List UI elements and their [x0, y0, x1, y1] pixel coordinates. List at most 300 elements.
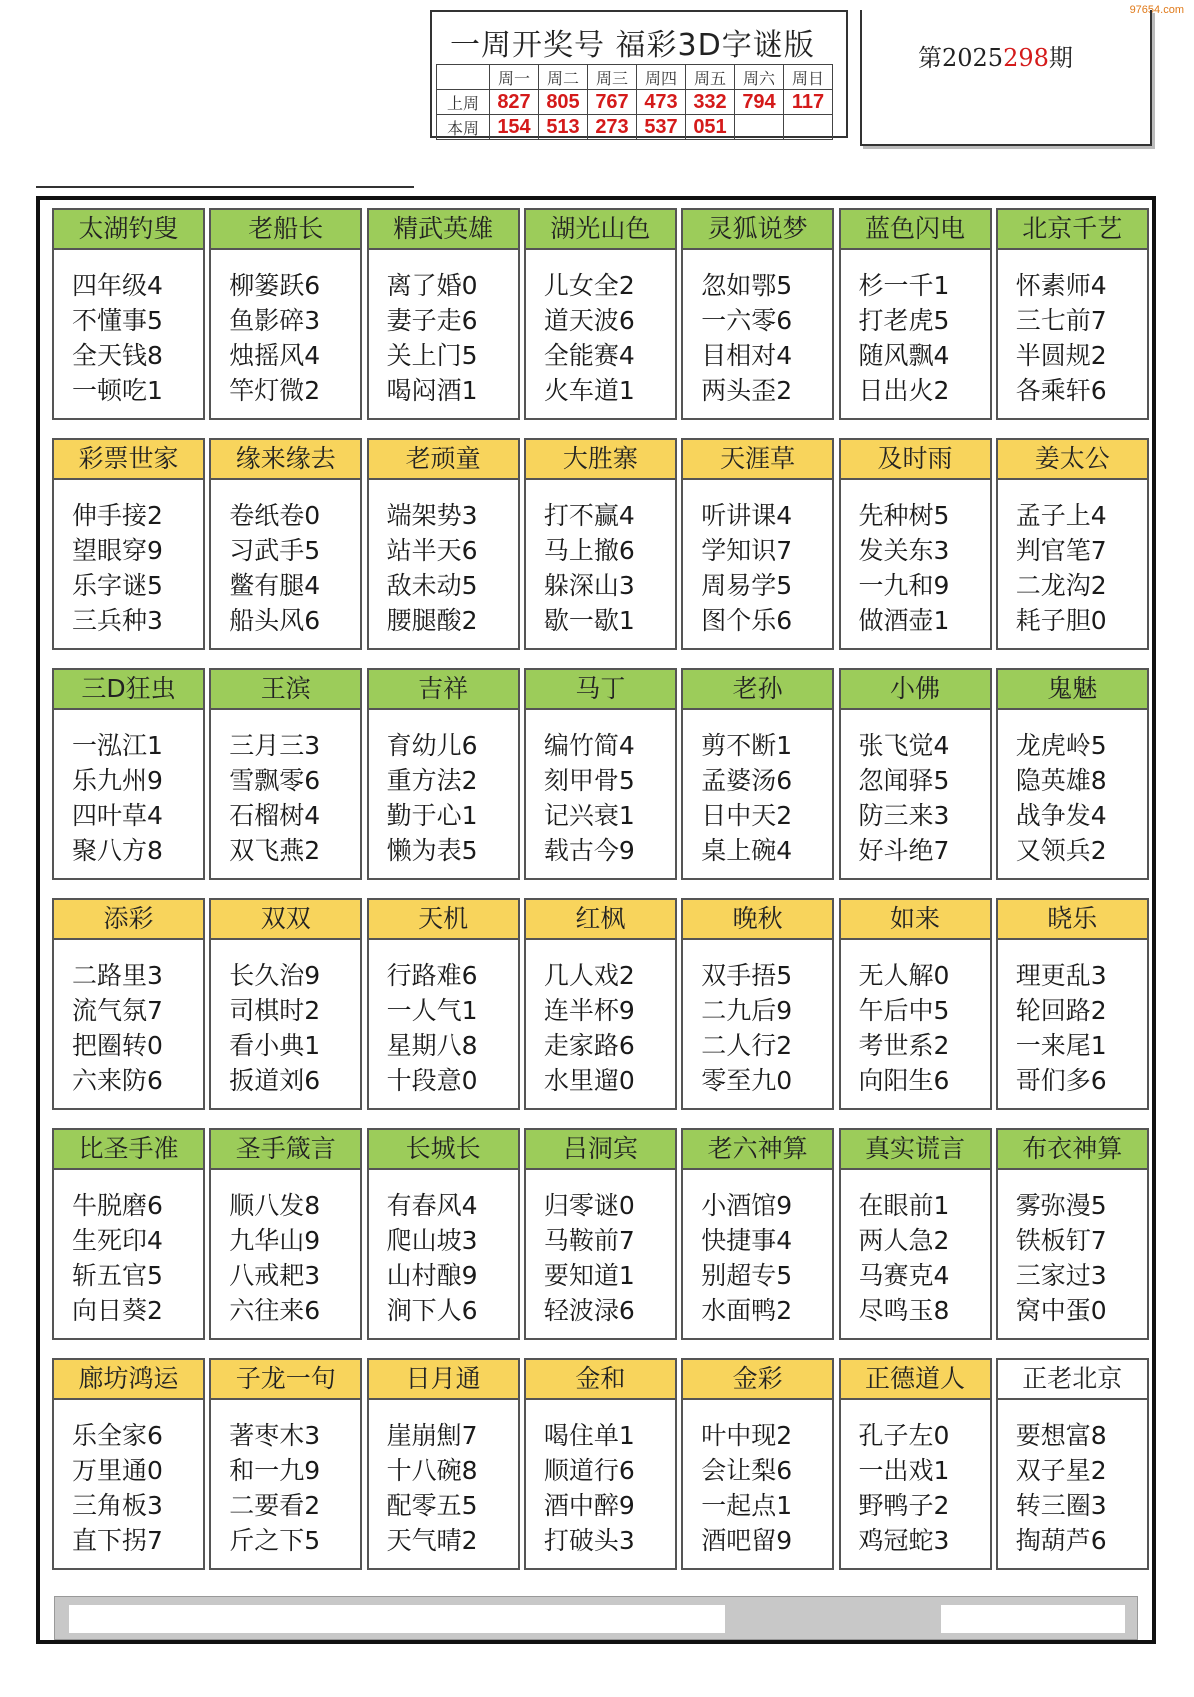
riddle-line: 行路难6: [386, 961, 478, 990]
card-author-name: 大胜寨: [526, 440, 675, 480]
riddle-line: 连半杯9: [543, 996, 635, 1025]
card-author-name: 天涯草: [683, 440, 832, 480]
riddle-line: 图个乐6: [701, 606, 793, 635]
riddle-card: [996, 898, 1149, 1110]
riddle-card: [524, 898, 677, 1110]
riddle-line: 二龙沟2: [1015, 571, 1107, 600]
card-riddle-lines: [387, 1418, 478, 1558]
riddle-line: 听讲课4: [701, 501, 793, 530]
riddle-line: 记兴衰1: [543, 801, 635, 830]
riddle-line: 轻波渌6: [543, 1296, 635, 1325]
riddle-line: 勤于心1: [386, 801, 478, 830]
riddle-line: 归零谜0: [543, 1191, 635, 1220]
card-riddle-lines: [387, 958, 478, 1098]
card-author-name: 老顽童: [369, 440, 518, 480]
riddle-card: [996, 208, 1149, 420]
riddle-card: [524, 438, 677, 650]
riddle-card: [524, 208, 677, 420]
riddle-line: 战争发4: [1015, 801, 1107, 830]
riddle-line: 无人解0: [858, 961, 950, 990]
card-riddle-lines: [72, 728, 163, 868]
riddle-line: 山村酿9: [386, 1261, 478, 1290]
card-author-name: 天机: [369, 900, 518, 940]
riddle-card: [209, 898, 362, 1110]
card-riddle-lines: [229, 268, 320, 408]
riddle-line: 掏葫芦6: [1015, 1526, 1107, 1555]
riddle-line: 二要看2: [229, 1491, 321, 1520]
card-author-name: 双双: [211, 900, 360, 940]
riddle-line: 马上撤6: [543, 536, 635, 565]
card-author-name: 缘来缘去: [211, 440, 360, 480]
riddle-line: 卷纸卷0: [229, 501, 321, 530]
card-author-name: 王滨: [211, 670, 360, 710]
watermark-text: 97654.com: [1129, 4, 1184, 16]
riddle-line: 懒为表5: [386, 836, 478, 865]
riddle-card: [996, 438, 1149, 650]
card-riddle-lines: [544, 498, 635, 638]
riddle-card: [367, 1358, 520, 1570]
panel-title: 一周开奖号 福彩3D字谜版: [450, 28, 815, 63]
riddle-line: 剪不断1: [701, 731, 793, 760]
card-author-name: 布衣神算: [998, 1130, 1147, 1170]
riddle-card: [839, 1358, 992, 1570]
riddle-card: [367, 898, 520, 1110]
riddle-line: 一泓江1: [72, 731, 163, 760]
card-riddle-lines: [701, 728, 792, 868]
day-header: 周三: [588, 65, 637, 90]
riddle-line: 八戒耙3: [229, 1261, 321, 1290]
card-author-name: 吕洞宾: [526, 1130, 675, 1170]
riddle-line: 会让梨6: [701, 1456, 793, 1485]
riddle-line: 全能赛4: [543, 341, 635, 370]
riddle-line: 喝闷酒1: [386, 376, 478, 405]
card-riddle-lines: [701, 268, 792, 408]
card-author-name: 老孙: [683, 670, 832, 710]
riddle-line: 爬山坡3: [386, 1226, 478, 1255]
riddle-line: 雪飘零6: [229, 766, 321, 795]
riddle-line: 两人急2: [858, 1226, 950, 1255]
card-author-name: 灵狐说梦: [683, 210, 832, 250]
card-author-name: 吉祥: [369, 670, 518, 710]
riddle-card: [681, 898, 834, 1110]
card-riddle-lines: [387, 498, 478, 638]
card-author-name: 正老北京: [998, 1360, 1147, 1400]
card-author-name: 马丁: [526, 670, 675, 710]
card-author-name: 老六神算: [683, 1130, 832, 1170]
card-author-name: 小佛: [841, 670, 990, 710]
draw-number: 117: [784, 90, 833, 115]
riddle-card: [996, 1358, 1149, 1570]
riddle-line: 杉一千1: [858, 271, 950, 300]
day-header: 周日: [784, 65, 833, 90]
card-riddle-lines: [544, 958, 635, 1098]
riddle-line: 别超专5: [701, 1261, 793, 1290]
riddle-line: 全天钱8: [72, 341, 163, 370]
riddle-line: 水里遛0: [543, 1066, 635, 1095]
riddle-card: [367, 1128, 520, 1340]
riddle-line: 在眼前1: [858, 1191, 950, 1220]
riddle-line: 铁板钉7: [1015, 1226, 1107, 1255]
card-author-name: 廊坊鸿运: [54, 1360, 203, 1400]
riddle-card: [524, 1128, 677, 1340]
day-header: 周五: [686, 65, 735, 90]
card-riddle-lines: [387, 268, 478, 408]
riddle-line: 快捷事4: [701, 1226, 793, 1255]
bottom-blank-right: [941, 1605, 1125, 1633]
card-riddle-lines: [701, 958, 792, 1098]
card-riddle-lines: [859, 268, 950, 408]
draw-number: 332: [686, 90, 735, 115]
riddle-line: 六来防6: [72, 1066, 163, 1095]
riddle-line: 看小典1: [229, 1031, 321, 1060]
card-riddle-lines: [1016, 728, 1107, 868]
card-riddle-lines: [229, 498, 320, 638]
riddle-line: 随风飘4: [858, 341, 950, 370]
card-author-name: 长城长: [369, 1130, 518, 1170]
riddle-line: 躲深山3: [543, 571, 635, 600]
riddle-line: 窝中蛋0: [1015, 1296, 1107, 1325]
riddle-line: 判官笔7: [1015, 536, 1107, 565]
riddle-card: [52, 1128, 205, 1340]
riddle-line: 隐英雄8: [1015, 766, 1107, 795]
card-author-name: 及时雨: [841, 440, 990, 480]
card-author-name: 晓乐: [998, 900, 1147, 940]
riddle-line: 石榴树4: [229, 801, 321, 830]
riddle-line: 双子星2: [1015, 1456, 1107, 1485]
draw-number: [735, 115, 784, 140]
card-author-name: 真实谎言: [841, 1130, 990, 1170]
draw-number: 827: [490, 90, 539, 115]
riddle-line: 关上门5: [386, 341, 478, 370]
riddle-line: 二人行2: [701, 1031, 793, 1060]
riddle-line: 酒吧留9: [701, 1526, 793, 1555]
card-riddle-lines: [72, 1418, 163, 1558]
riddle-line: 载古今9: [543, 836, 635, 865]
riddle-line: 一起点1: [701, 1491, 793, 1520]
riddle-card: [681, 668, 834, 880]
riddle-line: 野鸭子2: [858, 1491, 950, 1520]
riddle-line: 三七前7: [1015, 306, 1107, 335]
draw-number: 273: [588, 115, 637, 140]
riddle-line: 马赛克4: [858, 1261, 950, 1290]
riddle-line: 牛脱磨6: [72, 1191, 163, 1220]
riddle-line: 马鞍前7: [543, 1226, 635, 1255]
riddle-line: 天气晴2: [386, 1526, 478, 1555]
riddle-line: 二路里3: [72, 961, 163, 990]
card-author-name: 晚秋: [683, 900, 832, 940]
riddle-card: [996, 668, 1149, 880]
card-author-name: 太湖钓叟: [54, 210, 203, 250]
riddle-line: 几人戏2: [543, 961, 635, 990]
riddle-line: 三月三3: [229, 731, 321, 760]
riddle-line: 顺道行6: [543, 1456, 635, 1485]
riddle-line: 学知识7: [701, 536, 793, 565]
riddle-line: 小酒馆9: [701, 1191, 793, 1220]
bottom-bar: [54, 1596, 1138, 1640]
riddle-line: 转三圈3: [1015, 1491, 1107, 1520]
riddle-line: 把圈转0: [72, 1031, 163, 1060]
riddle-line: 三兵种3: [72, 606, 163, 635]
riddle-line: 道天波6: [543, 306, 635, 335]
card-riddle-lines: [544, 728, 635, 868]
riddle-line: 酒中醉9: [543, 1491, 635, 1520]
riddle-line: 不懂事5: [72, 306, 163, 335]
riddle-line: 四年级4: [72, 271, 163, 300]
draw-number: 473: [637, 90, 686, 115]
riddle-line: 三家过3: [1015, 1261, 1107, 1290]
riddle-card: [367, 668, 520, 880]
riddle-line: 尽鸣玉8: [858, 1296, 950, 1325]
row-label: 上周: [437, 90, 490, 115]
riddle-line: 一顿吃1: [72, 376, 163, 405]
table-header-row: [437, 65, 833, 90]
riddle-card: [681, 208, 834, 420]
riddle-card: [524, 1358, 677, 1570]
riddle-line: 三角板3: [72, 1491, 163, 1520]
riddle-line: 双手捂5: [701, 961, 793, 990]
riddle-line: 星期八8: [386, 1031, 478, 1060]
riddle-card: [524, 668, 677, 880]
riddle-line: 打老虎5: [858, 306, 950, 335]
riddle-line: 轮回路2: [1015, 996, 1107, 1025]
riddle-line: 好斗绝7: [858, 836, 950, 865]
riddle-line: 目相对4: [701, 341, 793, 370]
riddle-line: 先种树5: [858, 501, 950, 530]
card-author-name: 鬼魅: [998, 670, 1147, 710]
riddle-card: [52, 898, 205, 1110]
riddle-line: 鳖有腿4: [229, 571, 321, 600]
riddle-line: 哥们多6: [1015, 1066, 1107, 1095]
card-riddle-lines: [544, 1188, 635, 1328]
riddle-line: 桌上碗4: [701, 836, 793, 865]
riddle-line: 顺八发8: [229, 1191, 321, 1220]
draw-number: 513: [539, 115, 588, 140]
riddle-card: [839, 898, 992, 1110]
riddle-line: 伸手接2: [72, 501, 163, 530]
riddle-line: 午后中5: [858, 996, 950, 1025]
card-riddle-lines: [1016, 1418, 1107, 1558]
riddle-line: 烛摇风4: [229, 341, 321, 370]
row-label: 本周: [437, 115, 490, 140]
riddle-line: 鱼影碎3: [229, 306, 321, 335]
card-riddle-lines: [859, 1418, 950, 1558]
riddle-line: 育幼儿6: [386, 731, 478, 760]
riddle-card: [209, 1128, 362, 1340]
day-header: 周六: [735, 65, 784, 90]
card-riddle-lines: [544, 268, 635, 408]
card-riddle-lines: [859, 1188, 950, 1328]
riddle-line: 十段意0: [386, 1066, 478, 1095]
riddle-card: [367, 438, 520, 650]
riddle-line: 孟婆汤6: [701, 766, 793, 795]
riddle-line: 火车道1: [543, 376, 635, 405]
riddle-line: 和一九9: [229, 1456, 321, 1485]
riddle-line: 日出火2: [858, 376, 950, 405]
riddle-card: [681, 1358, 834, 1570]
riddle-line: 打不赢4: [543, 501, 635, 530]
riddle-line: 柳篓跃6: [229, 271, 321, 300]
riddle-line: 站半天6: [386, 536, 478, 565]
riddle-card: [839, 1128, 992, 1340]
riddle-line: 要知道1: [543, 1261, 635, 1290]
riddle-card: [209, 668, 362, 880]
riddle-line: 向阳生6: [858, 1066, 950, 1095]
card-riddle-lines: [72, 1188, 163, 1328]
card-riddle-lines: [859, 728, 950, 868]
riddle-line: 张飞觉4: [858, 731, 950, 760]
card-author-name: 姜太公: [998, 440, 1147, 480]
riddle-line: 鸡冠蛇3: [858, 1526, 950, 1555]
card-riddle-lines: [701, 498, 792, 638]
riddle-line: 聚八方8: [72, 836, 163, 865]
riddle-line: 怀素师4: [1015, 271, 1107, 300]
riddle-line: 编竹简4: [543, 731, 635, 760]
riddle-line: 做酒壶1: [858, 606, 950, 635]
riddle-line: 儿女全2: [543, 271, 635, 300]
riddle-line: 歇一歇1: [543, 606, 635, 635]
riddle-line: 耗子胆0: [1015, 606, 1107, 635]
riddle-line: 零至九0: [701, 1066, 793, 1095]
riddle-line: 竿灯微2: [229, 376, 321, 405]
draw-number: 805: [539, 90, 588, 115]
riddle-card: [839, 668, 992, 880]
riddle-card: [52, 208, 205, 420]
card-riddle-lines: [229, 958, 320, 1098]
riddle-line: 配零五5: [386, 1491, 478, 1520]
card-author-name: 精武英雄: [369, 210, 518, 250]
riddle-line: 有春风4: [386, 1191, 478, 1220]
card-riddle-lines: [72, 268, 163, 408]
riddle-line: 斤之下5: [229, 1526, 321, 1555]
riddle-line: 腰腿酸2: [386, 606, 478, 635]
riddle-line: 涧下人6: [386, 1296, 478, 1325]
riddle-line: 生死印4: [72, 1226, 163, 1255]
riddle-line: 各乘轩6: [1015, 376, 1107, 405]
riddle-line: 直下拐7: [72, 1526, 163, 1555]
riddle-card: [996, 1128, 1149, 1340]
riddle-line: 一人气1: [386, 996, 478, 1025]
riddle-line: 崖崩劁7: [386, 1421, 478, 1450]
riddle-line: 乐字谜5: [72, 571, 163, 600]
riddle-line: 一六零6: [701, 306, 793, 335]
card-riddle-lines: [387, 728, 478, 868]
card-author-name: 金彩: [683, 1360, 832, 1400]
card-author-name: 日月通: [369, 1360, 518, 1400]
riddle-line: 重方法2: [386, 766, 478, 795]
riddle-line: 习武手5: [229, 536, 321, 565]
draw-results-table: [436, 64, 833, 140]
riddle-card: [681, 438, 834, 650]
riddle-line: 发关东3: [858, 536, 950, 565]
card-riddle-lines: [701, 1188, 792, 1328]
draw-number: [784, 115, 833, 140]
riddle-card: [52, 1358, 205, 1570]
bottom-blank-left: [69, 1605, 725, 1633]
card-author-name: 如来: [841, 900, 990, 940]
riddle-line: 斩五官5: [72, 1261, 163, 1290]
issue-number: 第2025298期: [918, 44, 1073, 72]
riddle-line: 万里通0: [72, 1456, 163, 1485]
riddle-line: 乐全家6: [72, 1421, 163, 1450]
riddle-line: 半圆规2: [1015, 341, 1107, 370]
riddle-line: 十八碗8: [386, 1456, 478, 1485]
draw-results-panel: [430, 10, 848, 138]
riddle-line: 离了婚0: [386, 271, 478, 300]
riddle-line: 打破头3: [543, 1526, 635, 1555]
riddle-line: 龙虎岭5: [1015, 731, 1107, 760]
riddle-line: 两头歪2: [701, 376, 793, 405]
riddle-line: 要想富8: [1015, 1421, 1107, 1450]
riddle-line: 忽如鄂5: [701, 271, 793, 300]
riddle-card: [209, 208, 362, 420]
riddle-line: 考世系2: [858, 1031, 950, 1060]
card-author-name: 子龙一句: [211, 1360, 360, 1400]
riddle-card: [209, 1358, 362, 1570]
card-author-name: 湖光山色: [526, 210, 675, 250]
card-riddle-lines: [229, 1188, 320, 1328]
card-riddle-lines: [701, 1418, 792, 1558]
riddle-line: 流气氛7: [72, 996, 163, 1025]
riddle-line: 端架势3: [386, 501, 478, 530]
card-riddle-lines: [72, 958, 163, 1098]
card-riddle-lines: [544, 1418, 635, 1558]
riddle-line: 防三来3: [858, 801, 950, 830]
card-author-name: 正德道人: [841, 1360, 990, 1400]
riddle-line: 周易学5: [701, 571, 793, 600]
riddle-line: 著枣木3: [229, 1421, 321, 1450]
riddle-line: 四叶草4: [72, 801, 163, 830]
draw-number: 794: [735, 90, 784, 115]
card-author-name: 添彩: [54, 900, 203, 940]
card-riddle-lines: [859, 498, 950, 638]
card-riddle-lines: [1016, 498, 1107, 638]
draw-number: 154: [490, 115, 539, 140]
riddle-line: 司棋时2: [229, 996, 321, 1025]
card-author-name: 金和: [526, 1360, 675, 1400]
card-author-name: 圣手箴言: [211, 1130, 360, 1170]
riddle-line: 长久治9: [229, 961, 321, 990]
draw-number: 537: [637, 115, 686, 140]
riddle-line: 九华山9: [229, 1226, 321, 1255]
riddle-line: 向日葵2: [72, 1296, 163, 1325]
riddle-card: [839, 438, 992, 650]
table-row-last-week: [437, 90, 833, 115]
issue-panel: [860, 10, 1152, 146]
card-riddle-lines: [72, 498, 163, 638]
riddle-card: [209, 438, 362, 650]
riddle-grid: [36, 196, 1156, 1644]
riddle-line: 扳道刘6: [229, 1066, 321, 1095]
riddle-card: [681, 1128, 834, 1340]
card-riddle-lines: [1016, 958, 1107, 1098]
riddle-line: 船头风6: [229, 606, 321, 635]
riddle-line: 六往来6: [229, 1296, 321, 1325]
riddle-line: 敌未动5: [386, 571, 478, 600]
riddle-line: 一来尾1: [1015, 1031, 1107, 1060]
riddle-line: 走家路6: [543, 1031, 635, 1060]
riddle-line: 孟子上4: [1015, 501, 1107, 530]
draw-number: 051: [686, 115, 735, 140]
day-header: 周二: [539, 65, 588, 90]
riddle-line: 一九和9: [858, 571, 950, 600]
card-author-name: 老船长: [211, 210, 360, 250]
card-author-name: 北京千艺: [998, 210, 1147, 250]
riddle-line: 乐九州9: [72, 766, 163, 795]
riddle-line: 水面鸭2: [701, 1296, 793, 1325]
riddle-line: 理更乱3: [1015, 961, 1107, 990]
day-header: 周一: [490, 65, 539, 90]
riddle-line: 日中天2: [701, 801, 793, 830]
